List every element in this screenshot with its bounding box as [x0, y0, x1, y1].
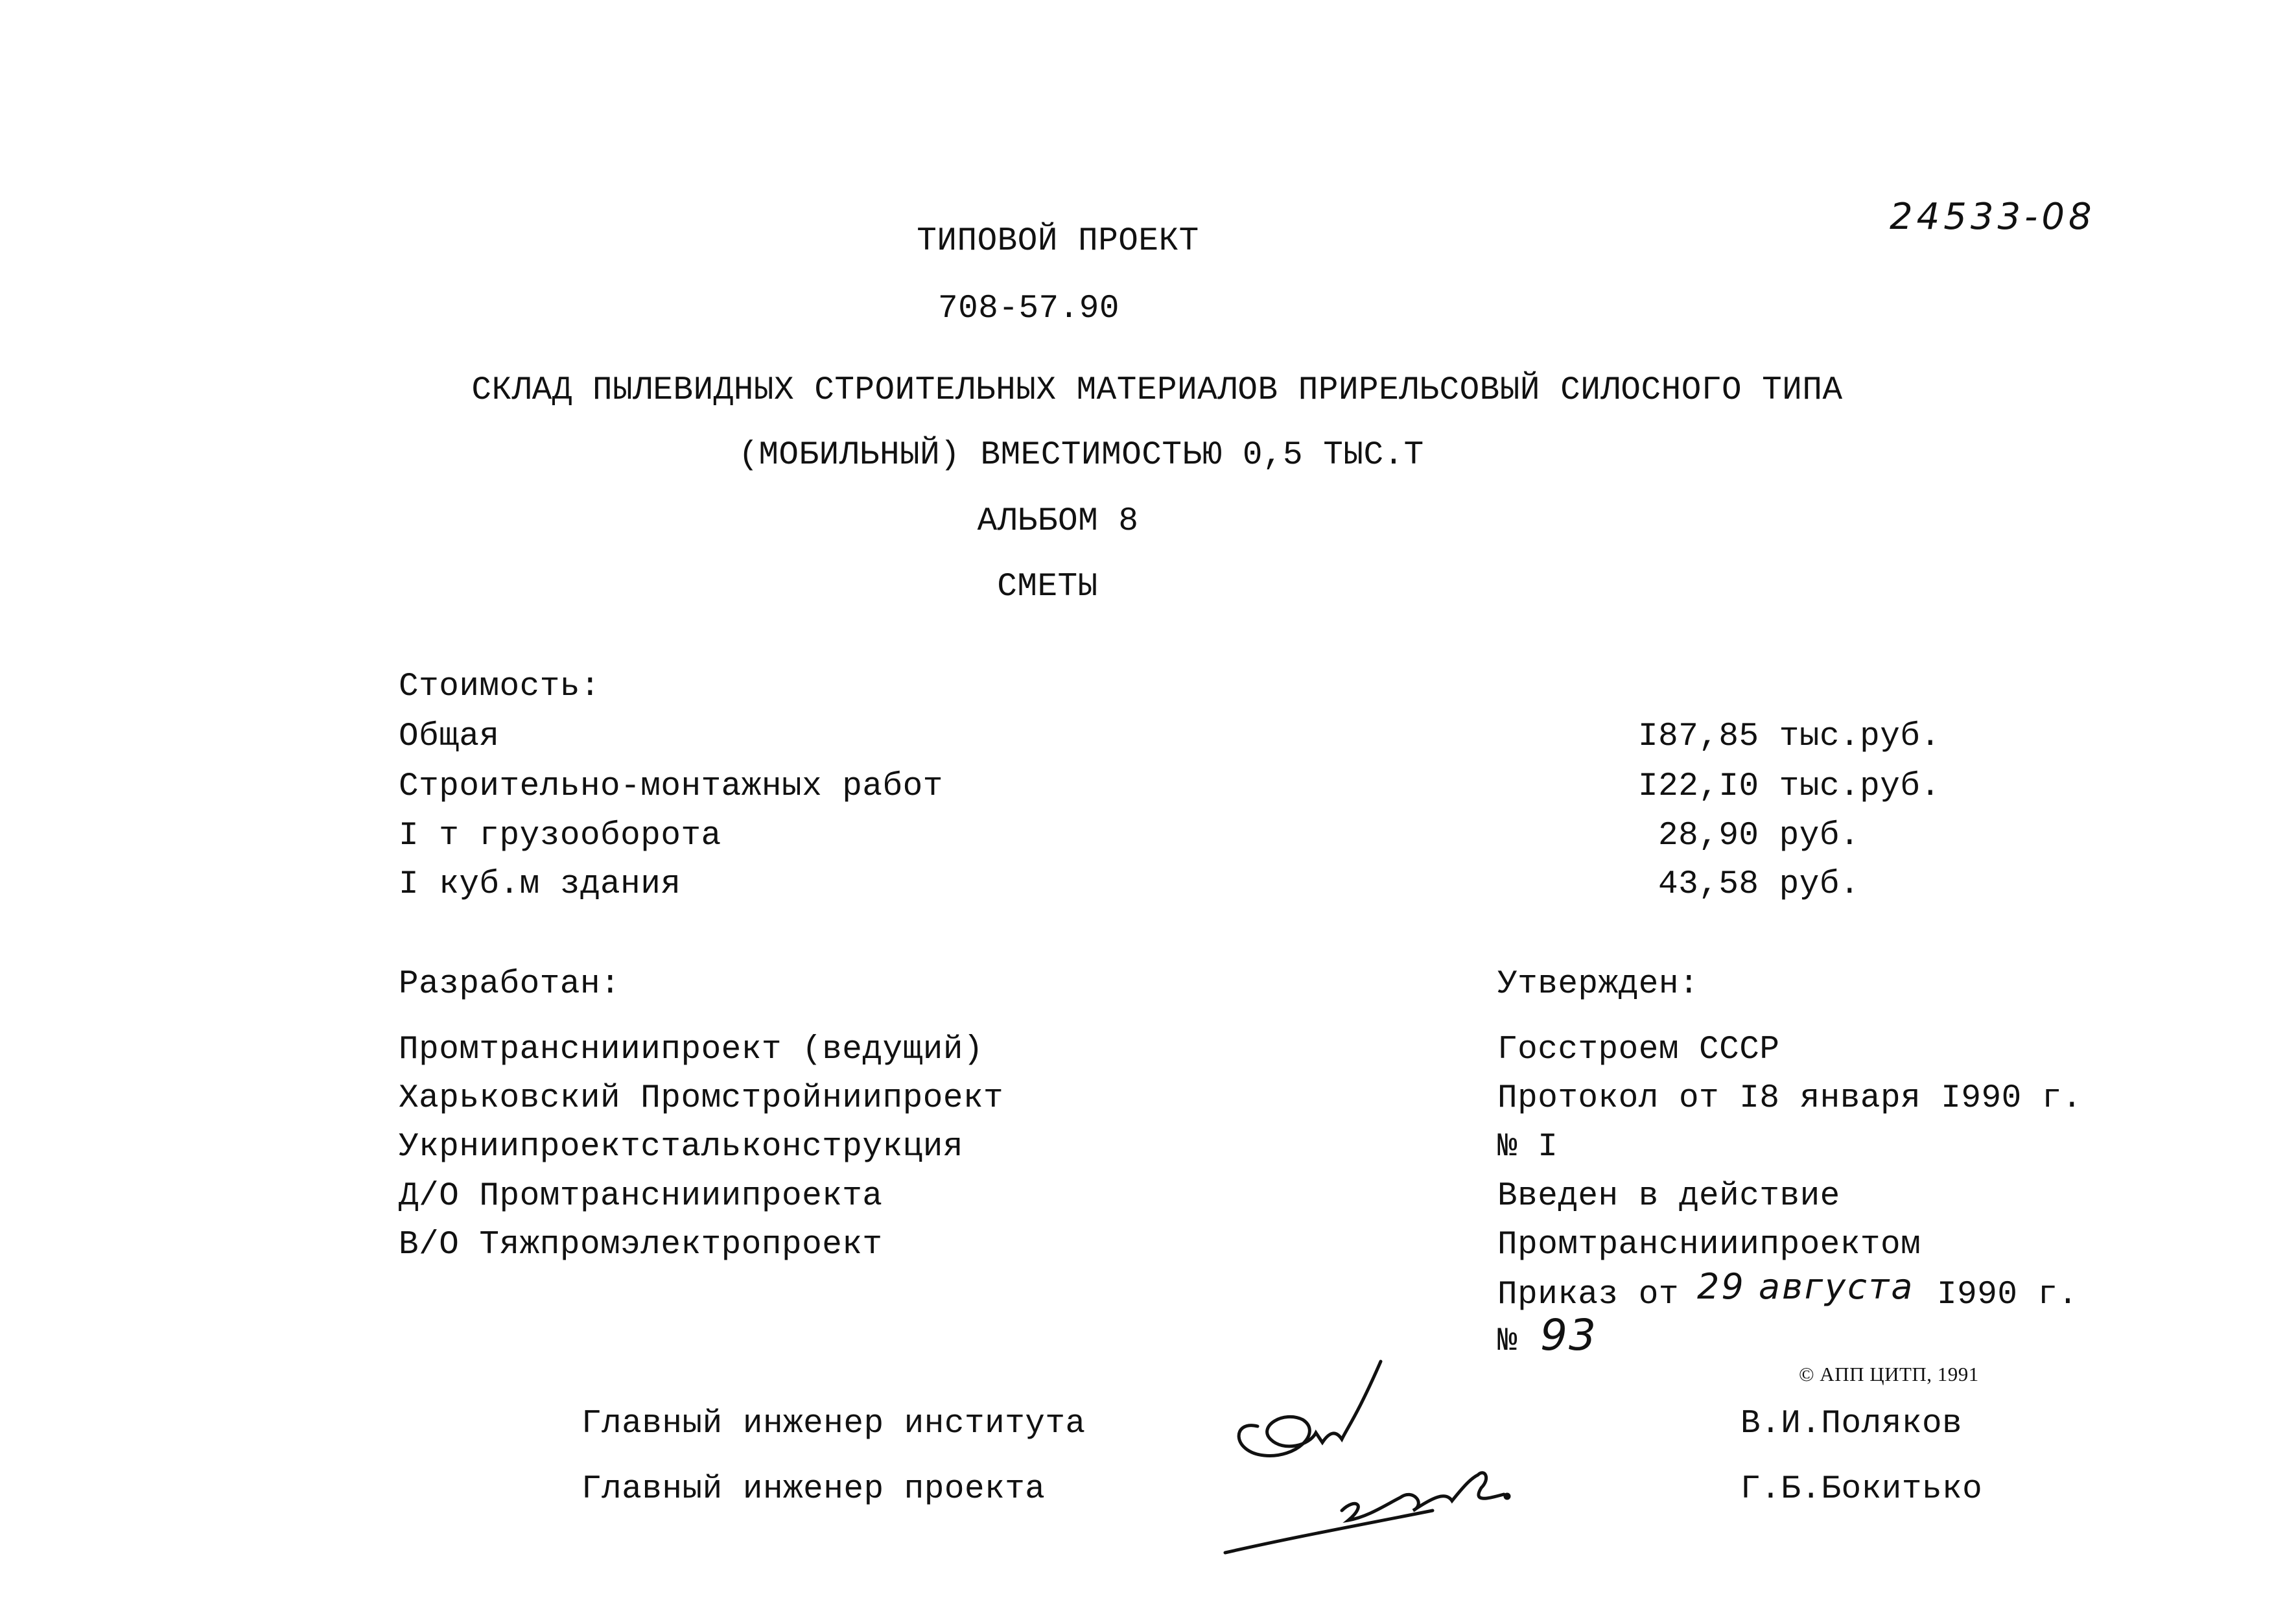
developer-item: Укрниипроектстальконструкция	[399, 1129, 963, 1166]
developed-label: Разработан:	[399, 966, 621, 1003]
cost-row-name: I т грузооборота	[399, 818, 721, 854]
project-type: ТИПОВОЙ ПРОЕКТ	[917, 223, 1199, 260]
signature-chief-engineer-project	[1225, 1473, 1504, 1553]
signature-role: Главный инженер института	[581, 1406, 1086, 1442]
cost-row-value: 28,90 руб.	[1658, 818, 1860, 854]
cost-row-name: Общая	[399, 718, 500, 755]
developer-item: Харьковский Промстройниипроект	[399, 1080, 1004, 1117]
document-number: 24533-08	[1890, 196, 2096, 238]
approved-line: Введен в действие	[1497, 1178, 1840, 1215]
signature-chief-engineer-institute	[1239, 1361, 1381, 1455]
cost-label: Стоимость:	[399, 668, 601, 705]
order-no-handwritten: 93	[1540, 1310, 1597, 1360]
developer-item: Д/О Промтранснииипроекта	[399, 1178, 883, 1215]
section-label: СМЕТЫ	[997, 569, 1098, 606]
order-year: I990 г.	[1937, 1277, 2078, 1313]
project-code: 708-57.90	[938, 290, 1119, 327]
approved-line: № I	[1497, 1129, 1558, 1166]
cost-row-name: Строительно-монтажных работ	[399, 768, 943, 805]
album-label: АЛЬБОМ 8	[977, 503, 1139, 540]
cost-row-value: I22,I0 тыс.руб.	[1638, 768, 1941, 805]
cost-row-name: I куб.м здания	[399, 866, 681, 903]
signature-role: Главный инженер проекта	[581, 1471, 1046, 1508]
order-date-handwritten: 29 августа	[1697, 1266, 1915, 1307]
approved-label: Утвержден:	[1497, 966, 1700, 1003]
order-no-prefix: №	[1497, 1323, 1518, 1360]
developer-item: В/О Тяжпромэлектропроект	[399, 1227, 883, 1264]
developer-item: Промтранснииипроект (ведущий)	[399, 1031, 984, 1068]
signature-name: Г.Б.Бокитько	[1740, 1471, 1983, 1508]
handwritten-signatures	[1219, 1348, 1608, 1562]
title-line-2: (МОБИЛЬНЫЙ) ВМЕСТИМОСТЬЮ 0,5 ТЫС.Т	[738, 437, 1424, 474]
approved-line: Промтранснииипроектом	[1497, 1227, 1921, 1264]
order-prefix: Приказ от	[1497, 1277, 1679, 1313]
title-line-1: СКЛАД ПЫЛЕВИДНЫХ СТРОИТЕЛЬНЫХ МАТЕРИАЛОВ ПРИРЕЛЬСОВЫЙ СИЛОСНОГО ТИПА	[471, 372, 1843, 409]
cost-row-value: 43,58 руб.	[1658, 866, 1860, 903]
signature-name: В.И.Поляков	[1740, 1406, 1963, 1442]
cost-row-value: I87,85 тыс.руб.	[1638, 718, 1941, 755]
approved-line: Протокол от I8 января I990 г.	[1497, 1080, 2083, 1117]
copyright: © АПП ЦИТП, 1991	[1799, 1363, 1979, 1385]
approved-line: Госстроем СССР	[1497, 1031, 1780, 1068]
